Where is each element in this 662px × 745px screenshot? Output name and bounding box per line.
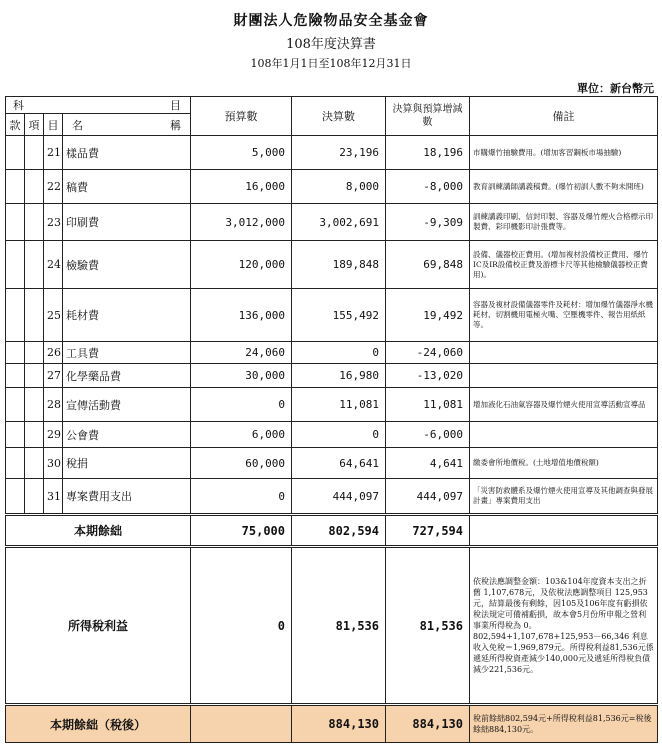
budget-table [5,96,658,743]
header-kuan: 款 [6,114,25,136]
income-tax-diff: 81,536 [386,547,470,705]
item-code: 28 [44,388,63,422]
period-surplus-actual: 802,594 [292,515,386,547]
item-note [470,422,658,448]
actual-value: 16,980 [292,364,386,388]
actual-value: 0 [292,342,386,364]
diff-value: 18,196 [386,136,470,170]
item-note: 訓練講義印刷、信封印製、容器及爆竹煙火合格標示印製費、彩印機影印計張費等。 [470,204,658,241]
item-code: 21 [44,136,63,170]
document-title: 財團法人危險物品安全基金會 [233,13,429,29]
item-code: 24 [44,241,63,289]
budget-value: 60,000 [191,448,292,479]
item-code: 23 [44,204,63,241]
after-tax-actual: 884,130 [292,705,386,743]
item-name: 化學藥品費 [63,364,191,388]
item-note: 設備、儀器校正費用。(增加複材設備校正費用、爆竹IC及IR設備校正費及游標卡尺等其他檢驗儀器校正費用)。 [470,241,658,289]
budget-value: 5,000 [191,136,292,170]
item-name: 稿費 [63,170,191,204]
table-row [6,170,658,204]
item-note: 市購爆竹抽驗費用。(增加客習鋼板市場抽驗) [470,136,658,170]
header-xiang: 項 [25,114,44,136]
diff-value: -8,000 [386,170,470,204]
item-code: 26 [44,342,63,364]
header-actual: 決算數 [292,97,386,136]
item-name: 印刷費 [63,204,191,241]
actual-value: 8,000 [292,170,386,204]
header-mu: 目 [170,99,181,112]
item-code: 27 [44,364,63,388]
diff-value: -6,000 [386,422,470,448]
budget-value: 136,000 [191,289,292,342]
item-code: 25 [44,289,63,342]
diff-value: 11,081 [386,388,470,422]
document-period: 108年1月1日至108年12月31日 [250,57,412,70]
income-tax-note: 依稅法應調整金額：103&104年度資本支出之折舊 1,107,678元，及依稅法應調整項目 125,953元，結算最後有剩餘，因105及106年度有虧損依稅法規定可備補虧損，故本會5月份所申報之營利事業所得稅為 0。802,594+1,107,678+125,953－66,346 利息收入免稅＝1,969,879元。所得稅利益81,536元係遞延所得稅資產減少140,000元及遞延所得稅負債減少221,536元。 [470,547,658,705]
diff-value: 444,097 [386,479,470,515]
diff-value: 69,848 [386,241,470,289]
item-name: 工具費 [63,342,191,364]
budget-value: 16,000 [191,170,292,204]
diff-value: -13,020 [386,364,470,388]
budget-value: 30,000 [191,364,292,388]
period-surplus-diff: 727,594 [386,515,470,547]
item-note [470,364,658,388]
item-note [470,342,658,364]
item-name: 宣傳活動費 [63,388,191,422]
item-note: 容器及複材設備儀器零件及耗材：增加爆竹儀器淨水機耗材、切割機用電極火嘴、空壓機零件、報告用紙紙等。 [470,289,658,342]
item-name: 稅捐 [63,448,191,479]
table-row [6,241,658,289]
actual-value: 444,097 [292,479,386,515]
budget-value: 3,012,000 [191,204,292,241]
actual-value: 0 [292,422,386,448]
table-row [6,342,658,364]
header-note: 備註 [470,97,658,136]
table-row [6,479,658,515]
actual-value: 189,848 [292,241,386,289]
actual-value: 11,081 [292,388,386,422]
diff-value: -24,060 [386,342,470,364]
header-ke: 科 [13,99,24,112]
actual-value: 3,002,691 [292,204,386,241]
period-surplus-budget: 75,000 [191,515,292,547]
item-code: 31 [44,479,63,515]
diff-value: 19,492 [386,289,470,342]
item-name: 專案費用支出 [63,479,191,515]
item-name: 檢驗費 [63,241,191,289]
income-tax-budget: 0 [191,547,292,705]
after-tax-label: 本期餘絀（稅後） [6,705,191,743]
item-name: 耗材費 [63,289,191,342]
table-row [6,388,658,422]
income-tax-label: 所得稅利益 [6,547,191,705]
actual-value: 64,641 [292,448,386,479]
table-row [6,364,658,388]
table-row [6,448,658,479]
header-diff: 決算與預算增減數 [386,97,470,136]
header-mu2: 目 [44,114,63,136]
header-budget: 預算數 [191,97,292,136]
item-note: 「災害防救體系及爆竹煙火使用宣導及其他調查與發展計畫」專案費用支出 [470,479,658,515]
diff-value: -9,309 [386,204,470,241]
table-row [6,422,658,448]
table-row [6,289,658,342]
actual-value: 23,196 [292,136,386,170]
after-tax-note: 稅前餘絀802,594元+所得稅利益81,536元=稅後餘絀884,130元。 [470,705,658,743]
actual-value: 155,492 [292,289,386,342]
item-note: 繳委會所地價稅。(土地增值地價稅額) [470,448,658,479]
item-code: 22 [44,170,63,204]
header-cheng: 稱 [170,118,181,132]
income-tax-row [6,547,658,705]
item-name: 公會費 [63,422,191,448]
document-subtitle: 108年度決算書 [286,37,376,52]
item-note: 增加液化石油氣容器及爆竹煙火使用宣導活動宣導品 [470,388,658,422]
income-tax-actual: 81,536 [292,547,386,705]
after-tax-row [6,705,658,743]
currency-unit: 單位：新台幣元 [577,82,654,95]
after-tax-diff: 884,130 [386,705,470,743]
budget-value: 0 [191,388,292,422]
period-surplus-row [6,515,658,547]
item-code: 29 [44,422,63,448]
item-code: 30 [44,448,63,479]
budget-value: 120,000 [191,241,292,289]
item-name: 樣品費 [63,136,191,170]
budget-value: 6,000 [191,422,292,448]
budget-value: 24,060 [191,342,292,364]
table-row [6,136,658,170]
header-ming: 名 [72,118,83,132]
item-note: 教育訓練講師講義稿費。(爆竹初訓人數不夠未開班) [470,170,658,204]
period-surplus-label: 本期餘絀 [6,515,191,547]
budget-value: 0 [191,479,292,515]
header-row-top [6,97,658,114]
table-row [6,204,658,241]
diff-value: 4,641 [386,448,470,479]
